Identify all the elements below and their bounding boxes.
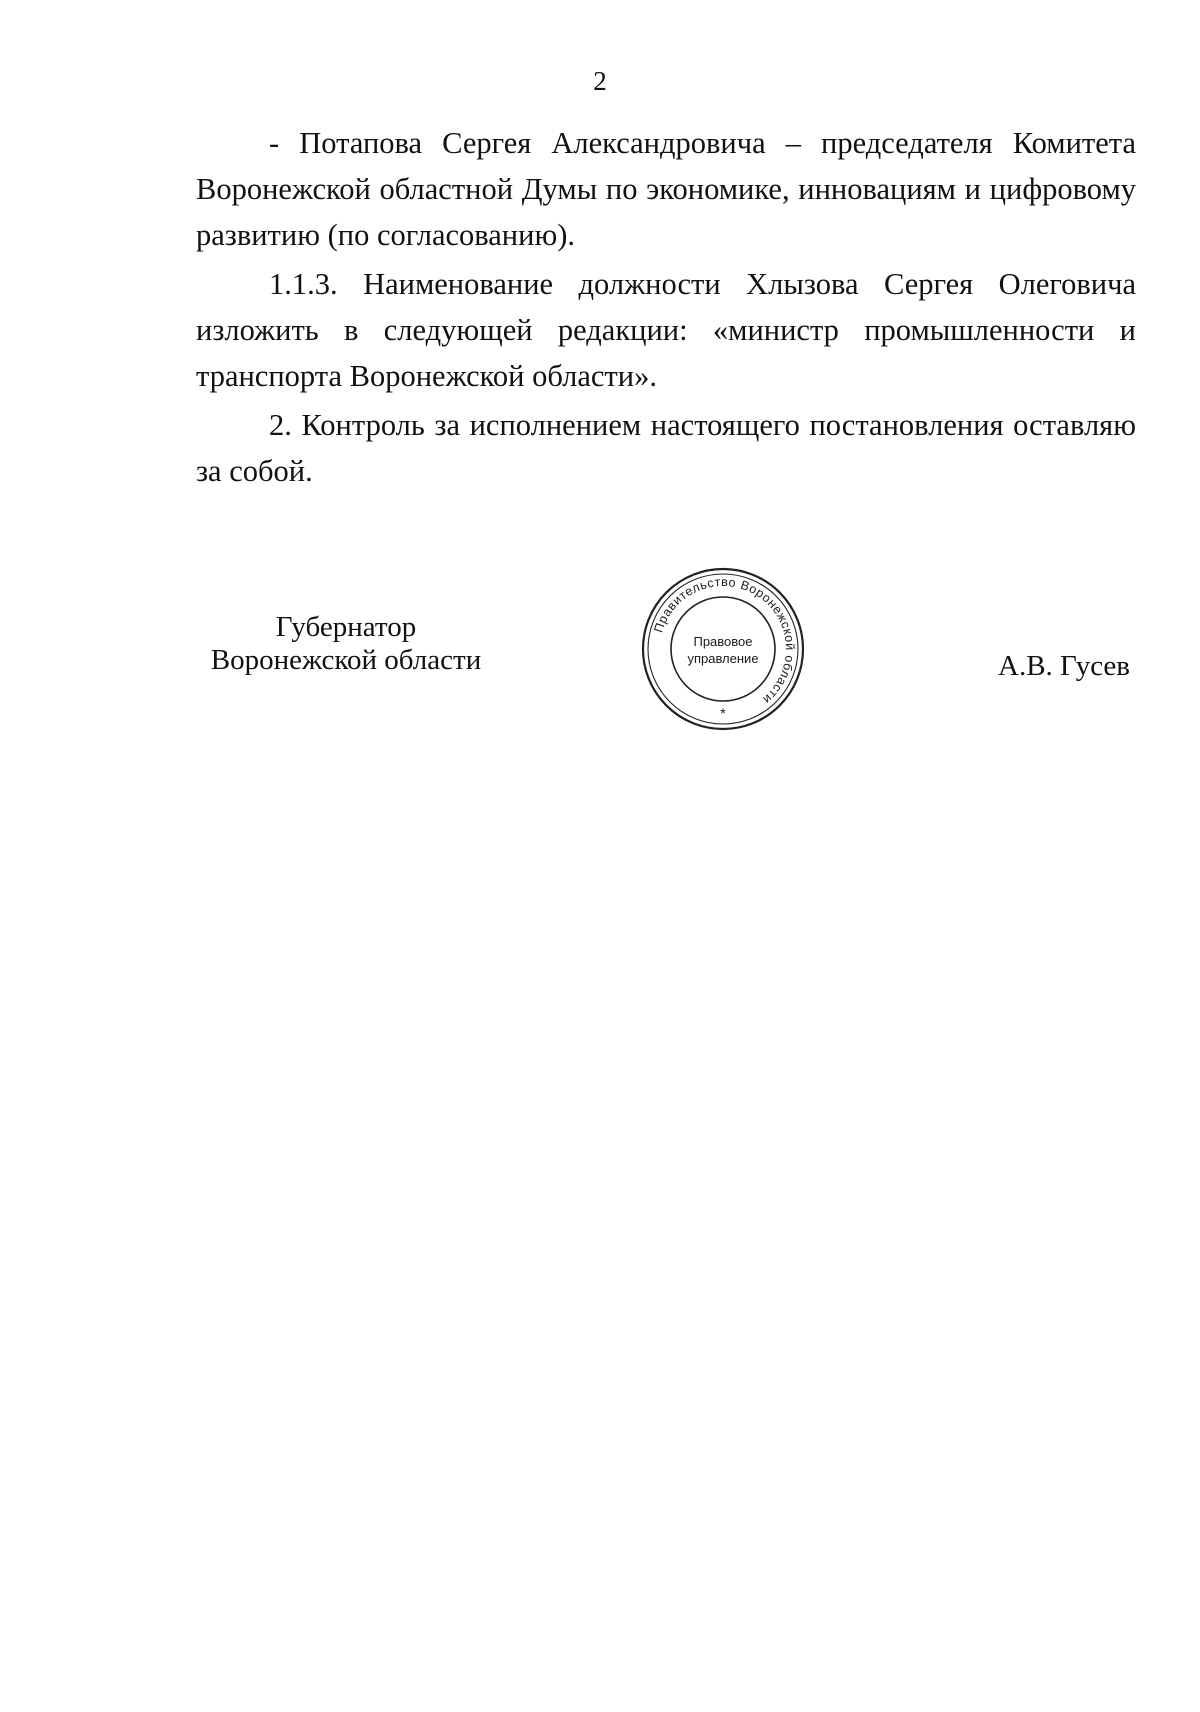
signature-position-line2: Воронежской области	[210, 644, 482, 676]
paragraph: 2. Контроль за исполнением настоящего постановления оставляю за собой.	[196, 408, 1136, 488]
paragraph: - Потапова Сергея Александровича – председателя Комитета Воронежской областной Думы по экономике, инновациям и цифровому развитию (по согласованию).	[196, 126, 1136, 252]
page-number: 2	[593, 66, 607, 96]
stamp-star: *	[720, 705, 726, 721]
signature-position	[196, 611, 496, 677]
stamp-center-line2: управление	[687, 651, 759, 666]
signature-position-line1: Губернатор	[275, 611, 417, 643]
document-body	[196, 120, 1136, 497]
signature-name: А.В. Гусев	[998, 650, 1130, 682]
paragraph: 1.1.3. Наименование должности Хлызова Сергея Олеговича изложить в следующей редакции: «министр промышленности и транспорта Воронежской области».	[196, 267, 1136, 393]
stamp-ring-text: Правительство Воронежской области	[651, 574, 798, 707]
official-stamp	[640, 566, 806, 732]
stamp-center-line1: Правовое	[693, 634, 753, 649]
